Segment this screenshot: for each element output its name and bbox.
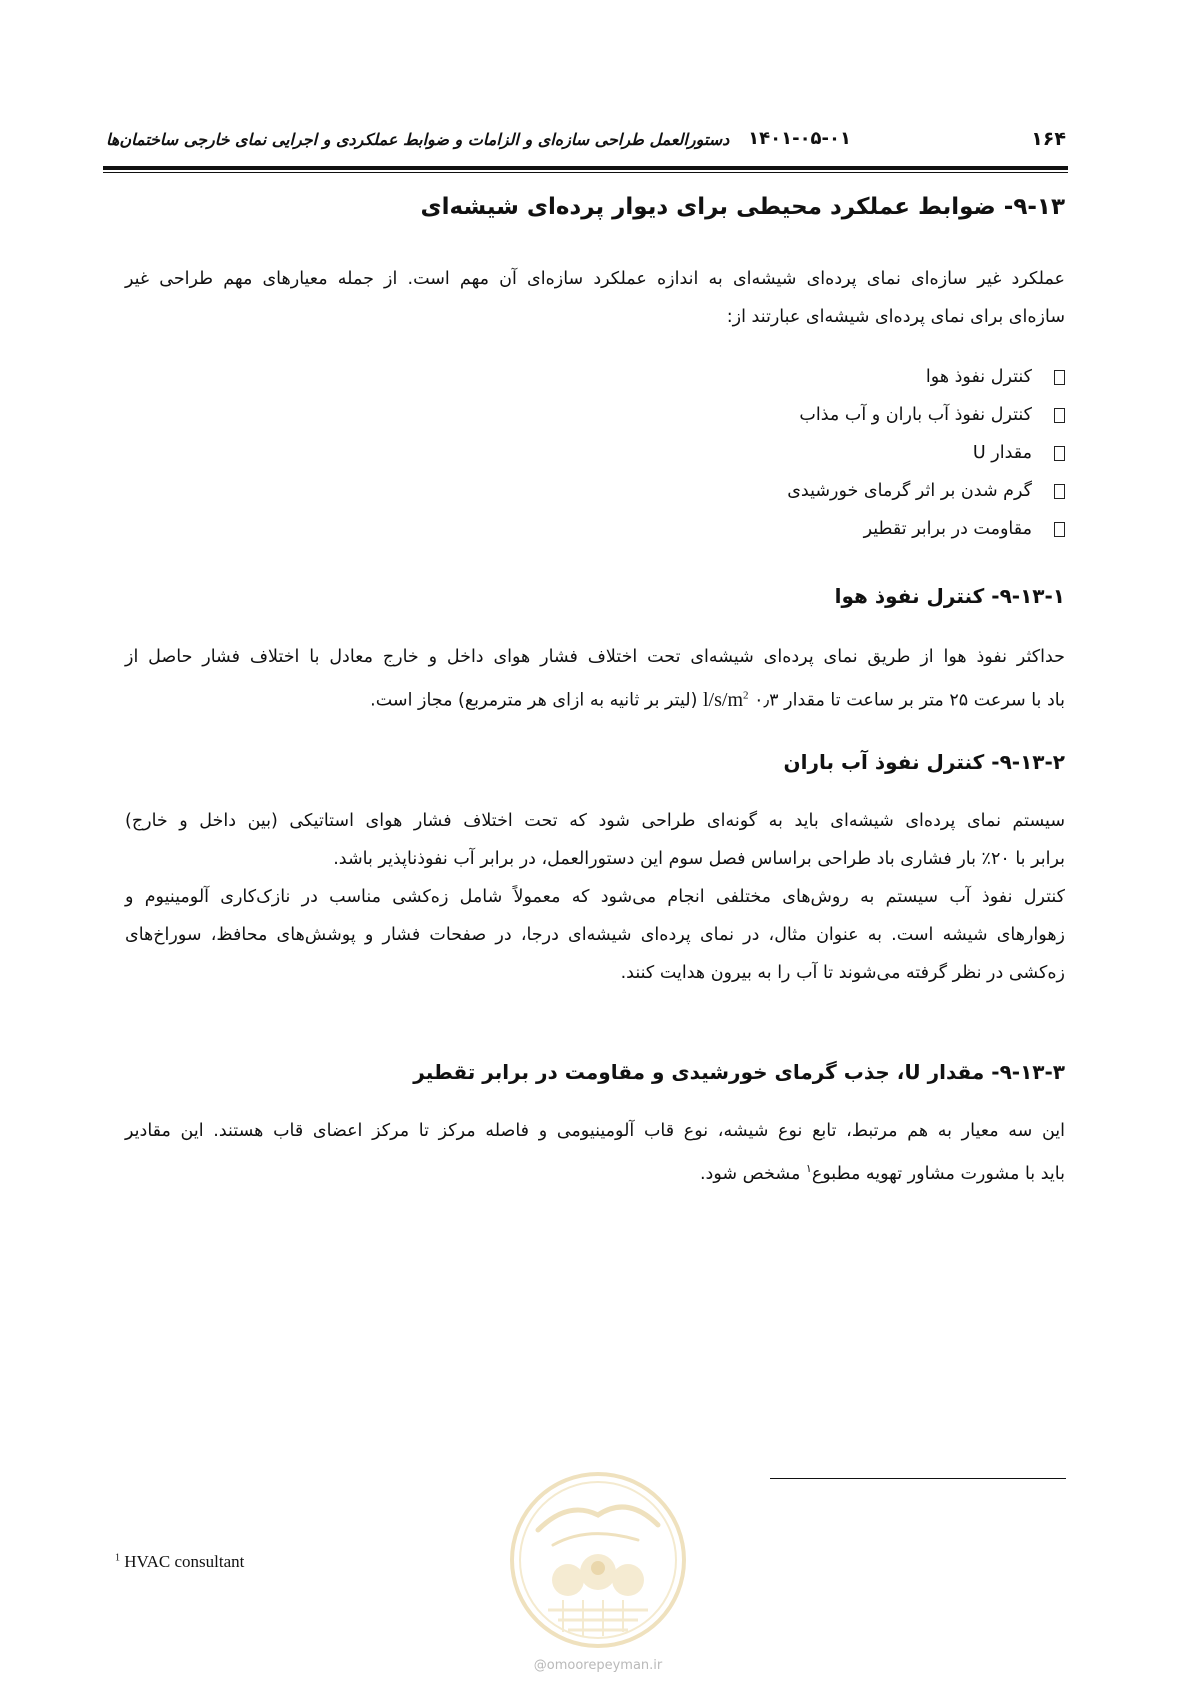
paragraph-line: باید با مشورت مشاور تهویه مطبوع$^۱$ مشخص شود. [699,1162,1065,1184]
subsection-heading-rain: ۹-۱۳-۲- کنترل نفوذ آب باران [783,750,1065,774]
subsection-heading-air: ۹-۱۳-۱- کنترل نفوذ هوا [834,584,1065,608]
watermark-logo-icon [508,1470,688,1650]
footnote-ref: ۱ [805,1162,812,1175]
paragraph-line: باد با سرعت ۲۵ متر بر ساعت تا مقدار $l/s/m^2$ ۰٫۳ (لیتر بر ثانیه به ازای هر مترمربع) مجاز است. [370,688,1065,711]
list-item: کنترل نفوذ هوا [665,358,1065,396]
checkbox-icon [1054,370,1065,385]
header-rule-thick [103,166,1068,170]
paragraph-line: این سه معیار به هم مرتبط، تابع نوع شیشه، نوع قاب آلومینیومی و فاصله مرکز تا مرکز اعضای قاب هستند. این مقادیر [125,1121,1065,1141]
footnote-rule [770,1478,1066,1479]
header-rule-thin [103,172,1068,173]
page-number: ۱۶۴ [1031,128,1066,150]
page-header [106,128,1066,156]
checkbox-icon [1054,408,1065,423]
footnote: $^1$ HVAC consultant [115,1552,245,1571]
list-item: مقدار U [665,434,1065,472]
criteria-list [665,358,1065,548]
checkbox-icon [1054,522,1065,537]
list-item: کنترل نفوذ آب باران و آب مذاب [665,396,1065,434]
intro-line: سازه‌ای برای نمای پرده‌ای شیشه‌ای عبارتند از: [726,307,1065,327]
paragraph-line: برابر با ۲۰٪ بار فشاری باد طراحی براساس فصل سوم این دستورالعمل، در برابر آب نفوذناپذیر باشد. [333,849,1065,869]
paragraph-line: زه‌کشی در نظر گرفته می‌شوند تا آب را به بیرون هدایت کنند. [620,963,1065,983]
paragraph-line: حداکثر نفوذ هوا از طریق نمای پرده‌ای شیشه‌ای تحت اختلاف فشار هوای داخل و خارج معادل با اختلاف فشار حاصل از [125,647,1065,667]
section-heading: ۹-۱۳- ضوابط عملکرد محیطی برای دیوار پرده‌ای شیشه‌ای [420,194,1065,220]
unit-text: $l/s/m^2$ [702,688,749,711]
paragraph-line: سیستم نمای پرده‌ای شیشه‌ای باید به گونه‌ای طراحی شود که تحت اختلاف فشار هوای استاتیکی (بین داخل و خارج) [125,811,1065,831]
list-item: مقاومت در برابر تقطیر [665,510,1065,548]
paragraph-line: کنترل نفوذ آب سیستم به روش‌های مختلفی انجام می‌شود که معمولاً شامل زه‌کشی مناسب در نازک‌کاری آلومینیوم و [125,887,1065,907]
watermark-url: @omoorepeyman.ir [533,1658,663,1673]
intro-line: عملکرد غیر سازه‌ای نمای پرده‌ای شیشه‌ای به اندازه عملکرد سازه‌ای آن مهم است. از جمله معیارهای مهم طراحی غیر [125,269,1065,289]
header-title: دستورالعمل طراحی سازه‌ای و الزامات و ضوابط عملکردی و اجرایی نمای خارجی ساختمان‌ها [106,130,730,149]
checkbox-icon [1054,484,1065,499]
rain-paragraph [125,802,1065,992]
header-date: ۱۴۰۱-۰۵-۰۱ [748,128,851,149]
paragraph-line: زهوارهای شیشه است. به عنوان مثال، در نمای پرده‌ای شیشه‌ای درجا، در صفحات فشار و پوشش‌های محافظ، سوراخ‌های [125,925,1065,945]
checkbox-icon [1054,446,1065,461]
air-paragraph [125,638,1065,720]
list-item: گرم شدن بر اثر گرمای خورشیدی [665,472,1065,510]
intro-paragraph [125,260,1065,336]
u-value-paragraph [125,1112,1065,1193]
subsection-heading-u-value: ۹-۱۳-۳- مقدار U، جذب گرمای خورشیدی و مقاومت در برابر تقطیر [413,1060,1065,1084]
